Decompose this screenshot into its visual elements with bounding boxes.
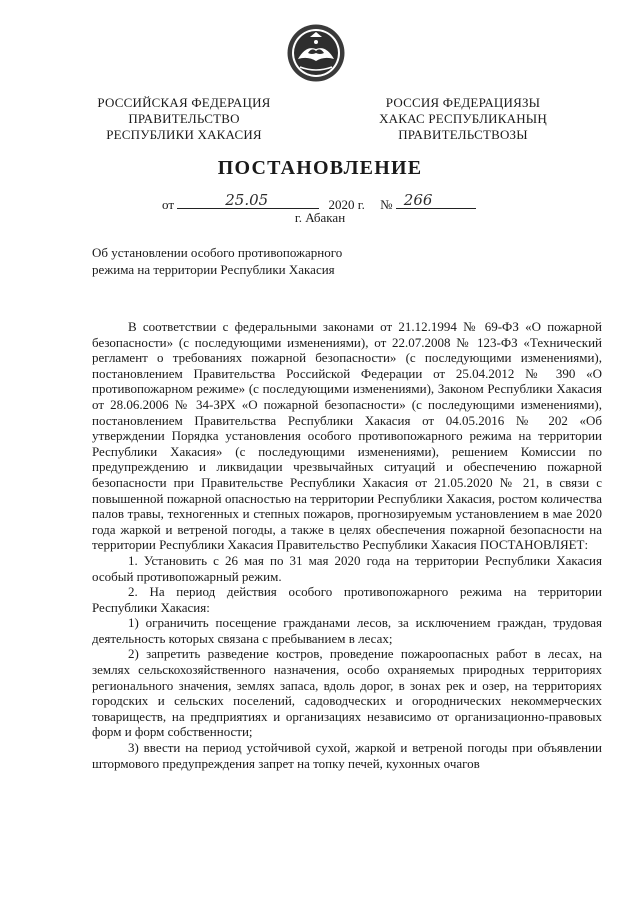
header-right — [358, 95, 568, 143]
header-right-line-3: ПРАВИТЕЛЬСТВОЗЫ — [398, 127, 528, 142]
header-left-line-3: РЕСПУБЛИКИ ХАКАСИЯ — [106, 127, 262, 142]
header-left — [80, 95, 288, 143]
document-title: ПОСТАНОВЛЕНИЕ — [217, 157, 423, 179]
coat-of-arms-emblem — [286, 23, 346, 83]
header-left-line-1: РОССИЙСКАЯ ФЕДЕРАЦИЯ — [97, 95, 271, 110]
header-right-line-1: РОССИЯ ФЕДЕРАЦИЯЗЫ — [385, 95, 541, 110]
document-body — [92, 319, 602, 771]
city-label: г. Абакан — [294, 210, 346, 225]
handwritten-date: 25.05 — [225, 191, 269, 209]
from-label: от — [162, 197, 175, 212]
subject-line-1: Об установлении особого противопожарного — [92, 245, 343, 260]
clause-1-paragraph: 1. Установить с 26 мая по 31 мая 2020 года на территории Республики Хакасия особый противопожарный режим. — [92, 552, 602, 584]
subject-line-2: режима на территории Республики Хакасия — [92, 262, 335, 277]
handwritten-number: 266 — [403, 191, 433, 209]
year-label: 2020 г. — [328, 197, 365, 212]
document-subject — [92, 244, 342, 278]
subclause-2-paragraph: 2) запретить разведение костров, проведение пожароопасных работ в лесах, на землях сельскохозяйственного назначения, особо охраняемых природных территориях регионального значения, землях запаса, вдоль дорог, в зонах рек и озер, на территориях городских и сельских поселений, садоводческих и огороднических некоммерческих товариществ, на предприятиях и организациях независимо от организационно-правовых форм и форм собственности; — [92, 646, 602, 740]
number-field — [396, 191, 476, 209]
number-label: № — [380, 197, 393, 212]
header-left-line-2: ПРАВИТЕЛЬСТВО — [128, 111, 240, 126]
clause-2-paragraph: 2. На период действия особого противопожарного режима на территории Республики Хакасия: — [92, 584, 602, 615]
subclause-3-paragraph: 3) ввести на период устойчивой сухой, жаркой и ветреной погоды при объявлении штормового предупреждения запрет на топку печей, кухонных очагов — [92, 740, 602, 771]
date-field — [177, 191, 319, 209]
subclause-1-paragraph: 1) ограничить посещение гражданами лесов, за исключением граждан, трудовая деятельность которых связана с пребыванием в лесах; — [92, 615, 602, 646]
preamble-paragraph: В соответствии с федеральными законами от 21.12.1994 № 69-ФЗ «О пожарной безопасности» (с последующими изменениями), от 22.07.2008 № 123-ФЗ «Технический регламент о требованиях пожарной безопасности» (с последующими изменениями), постановлением Правительства Российской Федерации от 25.04.2012 № 390 «О противопожарном режиме» (с последующими изменениями), Законом Республики Хакасия от 28.06.2006 № 34-ЗРХ «О пожарной безопасности» (с последующими изменениями), постановлением Правительства Республики Хакасия от 04.05.2016 № 202 «Об утверждении Порядка установления особого противопожарного режима на территории Республики Хакасия» (с последующими изменениями), решением Комиссии по предупреждению и ликвидации чрезвычайных ситуаций и обеспечению пожарной безопасности при Правительстве Республики Хакасия от 21.05.2020 № 21, в связи с повышенной пожарной опасностью на территории Республики Хакасия, ростом количества палов травы, техногенных и степных пожаров, прогнозируемым установлением в мае 2020 года жаркой и ветреной погоды, а также в целях обеспечения пожарной безопасности на территории Республики Хакасия Правительство Республики Хакасия ПОСТАНОВЛЯЕТ: — [92, 319, 602, 553]
header-right-line-2: ХАКАС РЕСПУБЛИКАНЫҢ — [379, 111, 547, 126]
